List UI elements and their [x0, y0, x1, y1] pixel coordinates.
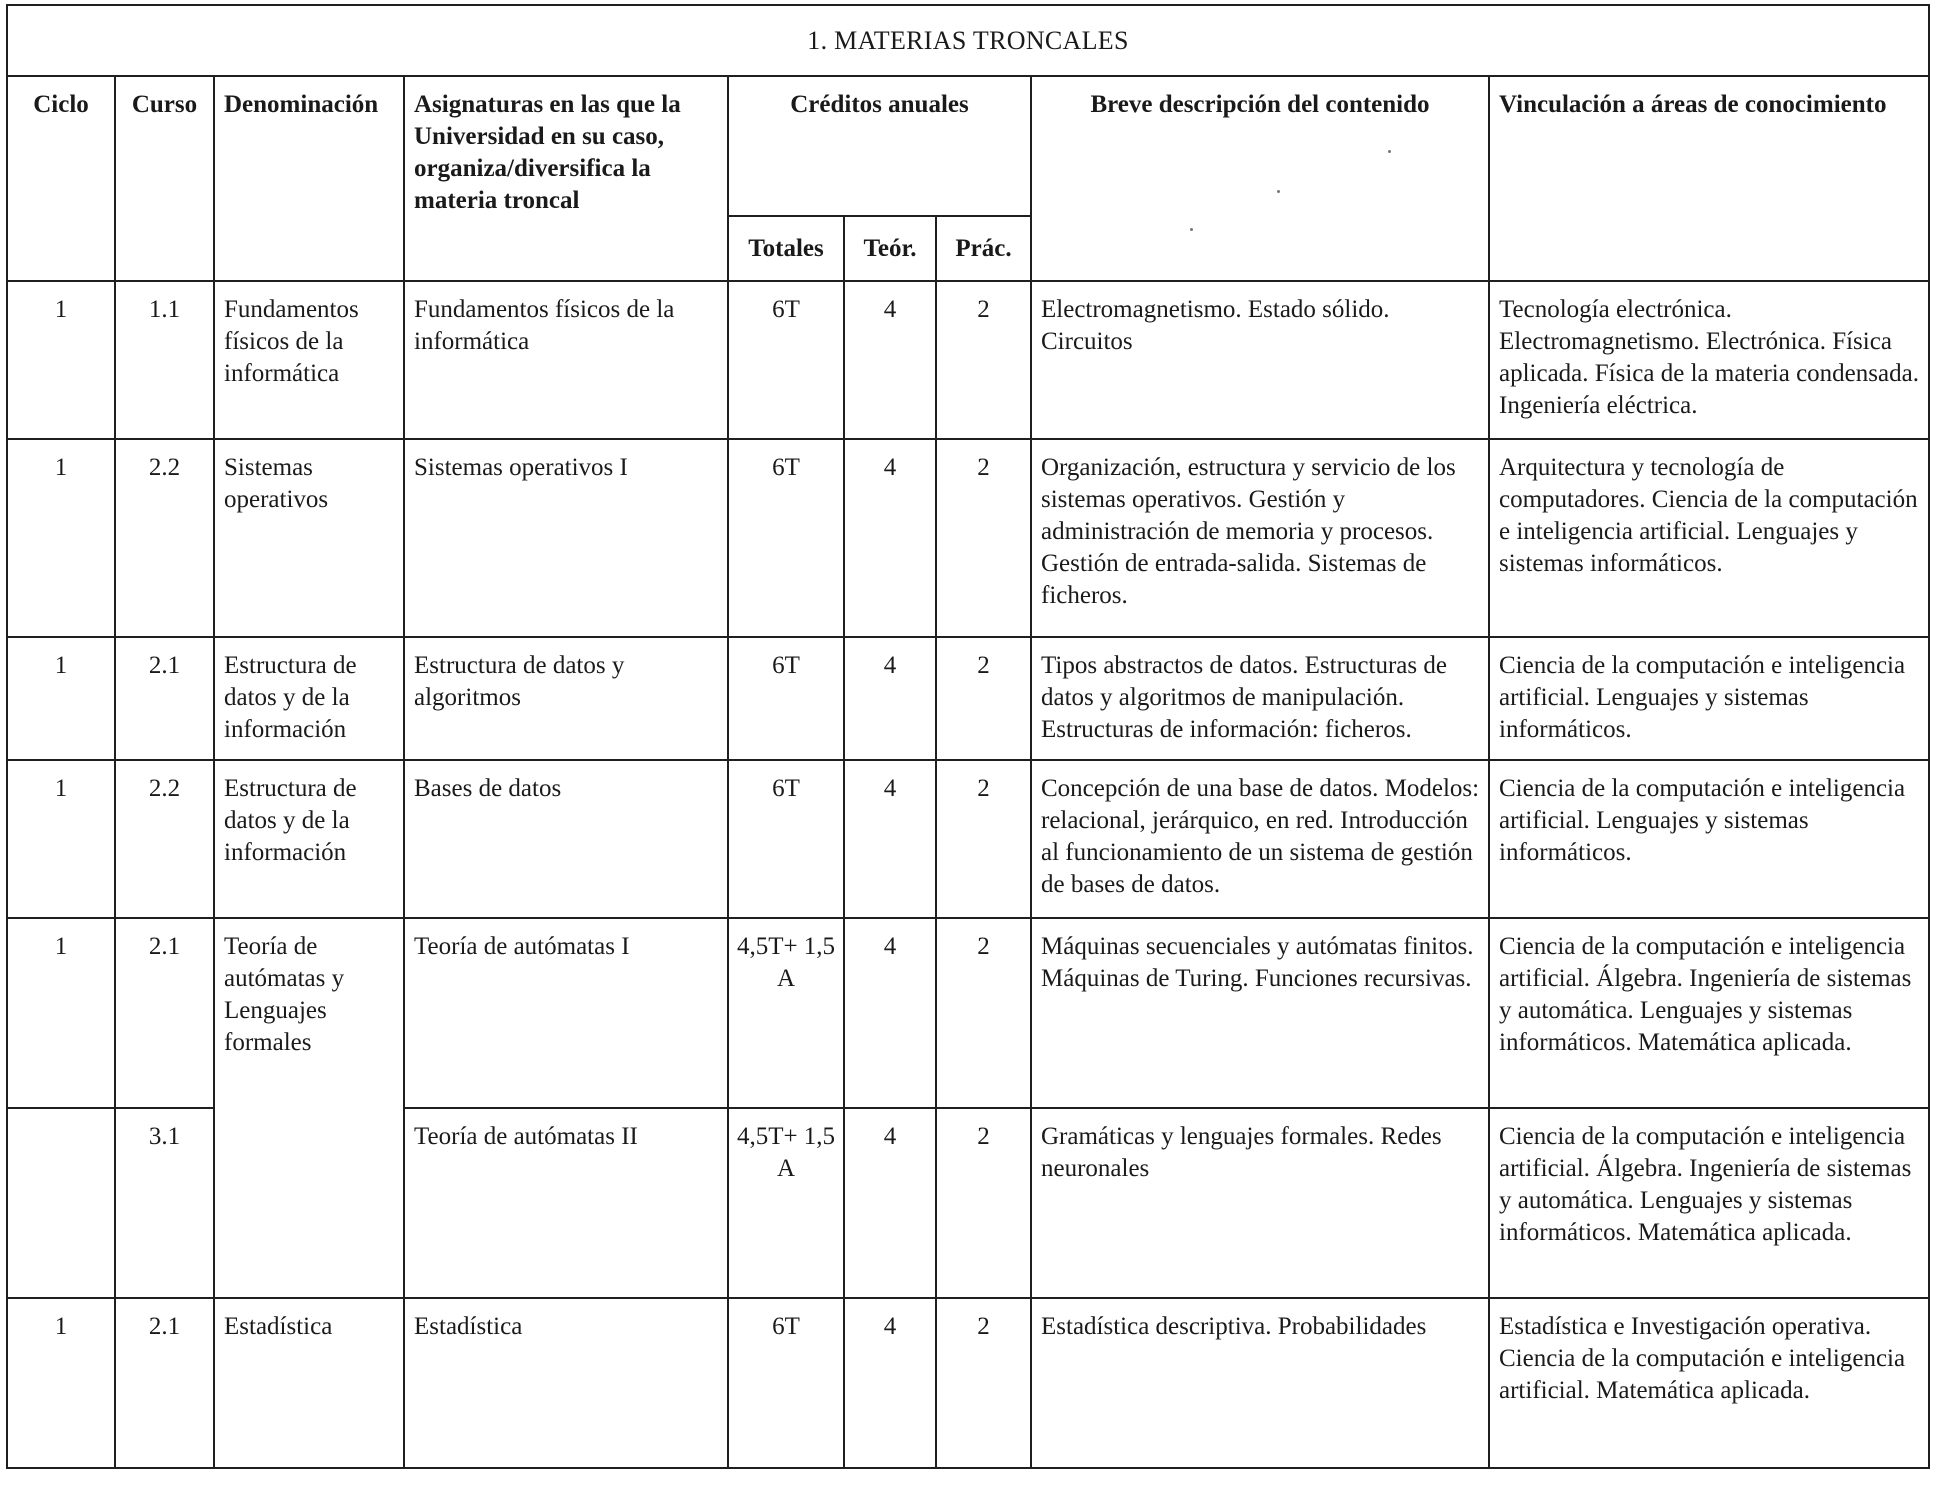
- cell-totales: 4,5T+ 1,5 A: [728, 918, 844, 1108]
- cell-vinculacion: Ciencia de la computación e inteligencia artificial. Lenguajes y sistemas informáticos.: [1489, 760, 1929, 918]
- cell-descripcion: Organización, estructura y servicio de los sistemas operativos. Gestión y administración de memoria y procesos. Gestión de entrada-salida. Sistemas de ficheros.: [1031, 439, 1489, 637]
- cell-denominacion: Teoría de autómatas y Lenguajes formales: [214, 918, 404, 1298]
- cell-vinculacion: Tecnología electrónica. Electromagnetismo. Electrónica. Física aplicada. Física de la materia condensada. Ingeniería eléctrica.: [1489, 281, 1929, 439]
- cell-totales: 6T: [728, 281, 844, 439]
- table-row: [7, 760, 1929, 918]
- cell-ciclo: 1: [7, 637, 115, 760]
- table-title: 1. MATERIAS TRONCALES: [7, 5, 1929, 76]
- cell-teor: 4: [844, 439, 936, 637]
- cell-curso: 2.1: [115, 637, 214, 760]
- cell-prac: 2: [936, 1108, 1031, 1298]
- cell-vinculacion: Ciencia de la computación e inteligencia artificial. Álgebra. Ingeniería de sistemas y automática. Lenguajes y sistemas informáticos. Matemática aplicada.: [1489, 918, 1929, 1108]
- header-denominacion: Denominación: [214, 76, 404, 281]
- cell-totales: 6T: [728, 637, 844, 760]
- header-teor: Teór.: [844, 216, 936, 281]
- cell-prac: 2: [936, 439, 1031, 637]
- materias-troncales-table: [6, 4, 1930, 1469]
- cell-asignatura: Teoría de autómatas II: [404, 1108, 728, 1298]
- header-asignaturas: Asignaturas en las que la Universidad en su caso, organiza/diversifica la materia troncal: [404, 76, 728, 281]
- scan-speck: [1190, 228, 1193, 231]
- scan-speck: [1388, 150, 1391, 153]
- cell-teor: 4: [844, 281, 936, 439]
- cell-totales: 6T: [728, 760, 844, 918]
- header-totales: Totales: [728, 216, 844, 281]
- cell-teor: 4: [844, 1108, 936, 1298]
- cell-asignatura: Estadística: [404, 1298, 728, 1468]
- cell-asignatura: Sistemas operativos I: [404, 439, 728, 637]
- cell-descripcion: Electromagnetismo. Estado sólido. Circuitos: [1031, 281, 1489, 439]
- cell-teor: 4: [844, 760, 936, 918]
- cell-curso: 2.1: [115, 918, 214, 1108]
- header-curso: Curso: [115, 76, 214, 281]
- cell-prac: 2: [936, 918, 1031, 1108]
- header-ciclo: Ciclo: [7, 76, 115, 281]
- cell-curso: 2.1: [115, 1298, 214, 1468]
- header-vinculacion: Vinculación a áreas de conocimiento: [1489, 76, 1929, 281]
- cell-ciclo: 1: [7, 760, 115, 918]
- cell-vinculacion: Ciencia de la computación e inteligencia artificial. Álgebra. Ingeniería de sistemas y automática. Lenguajes y sistemas informáticos. Matemática aplicada.: [1489, 1108, 1929, 1298]
- table-row: [7, 281, 1929, 439]
- header-creditos-anuales: Créditos anuales: [728, 76, 1031, 216]
- cell-descripcion: Concepción de una base de datos. Modelos: relacional, jerárquico, en red. Introducción al funcionamiento de un sistema de gestión de bases de datos.: [1031, 760, 1489, 918]
- cell-denominacion: Sistemas operativos: [214, 439, 404, 637]
- table-row: [7, 637, 1929, 760]
- cell-prac: 2: [936, 281, 1031, 439]
- table-row: [7, 1298, 1929, 1468]
- cell-curso: 2.2: [115, 439, 214, 637]
- header-prac: Prác.: [936, 216, 1031, 281]
- cell-denominacion: Estructura de datos y de la información: [214, 637, 404, 760]
- cell-vinculacion: Estadística e Investigación operativa. Ciencia de la computación e inteligencia artificial. Matemática aplicada.: [1489, 1298, 1929, 1468]
- cell-ciclo: [7, 1108, 115, 1298]
- cell-totales: 6T: [728, 1298, 844, 1468]
- cell-ciclo: 1: [7, 281, 115, 439]
- cell-asignatura: Fundamentos físicos de la informática: [404, 281, 728, 439]
- table-row: [7, 439, 1929, 637]
- cell-curso: 3.1: [115, 1108, 214, 1298]
- cell-prac: 2: [936, 1298, 1031, 1468]
- cell-vinculacion: Ciencia de la computación e inteligencia artificial. Lenguajes y sistemas informáticos.: [1489, 637, 1929, 760]
- cell-curso: 1.1: [115, 281, 214, 439]
- cell-prac: 2: [936, 637, 1031, 760]
- cell-asignatura: Teoría de autómatas I: [404, 918, 728, 1108]
- cell-totales: 4,5T+ 1,5 A: [728, 1108, 844, 1298]
- cell-teor: 4: [844, 1298, 936, 1468]
- cell-teor: 4: [844, 918, 936, 1108]
- cell-descripcion: Estadística descriptiva. Probabilidades: [1031, 1298, 1489, 1468]
- cell-prac: 2: [936, 760, 1031, 918]
- cell-ciclo: 1: [7, 1298, 115, 1468]
- cell-descripcion: Tipos abstractos de datos. Estructuras de datos y algoritmos de manipulación. Estructuras de información: ficheros.: [1031, 637, 1489, 760]
- cell-descripcion: Máquinas secuenciales y autómatas finitos. Máquinas de Turing. Funciones recursivas.: [1031, 918, 1489, 1108]
- cell-totales: 6T: [728, 439, 844, 637]
- cell-asignatura: Bases de datos: [404, 760, 728, 918]
- cell-denominacion: Estadística: [214, 1298, 404, 1468]
- scan-speck: [1277, 190, 1280, 193]
- cell-teor: 4: [844, 637, 936, 760]
- table-row: [7, 918, 1929, 1108]
- cell-vinculacion: Arquitectura y tecnología de computadores. Ciencia de la computación e inteligencia artificial. Lenguajes y sistemas informáticos.: [1489, 439, 1929, 637]
- header-descripcion: Breve descripción del contenido: [1031, 76, 1489, 281]
- cell-ciclo: 1: [7, 439, 115, 637]
- cell-ciclo: 1: [7, 918, 115, 1108]
- cell-denominacion: Fundamentos físicos de la informática: [214, 281, 404, 439]
- cell-descripcion: Gramáticas y lenguajes formales. Redes neuronales: [1031, 1108, 1489, 1298]
- cell-asignatura: Estructura de datos y algoritmos: [404, 637, 728, 760]
- cell-curso: 2.2: [115, 760, 214, 918]
- cell-denominacion: Estructura de datos y de la información: [214, 760, 404, 918]
